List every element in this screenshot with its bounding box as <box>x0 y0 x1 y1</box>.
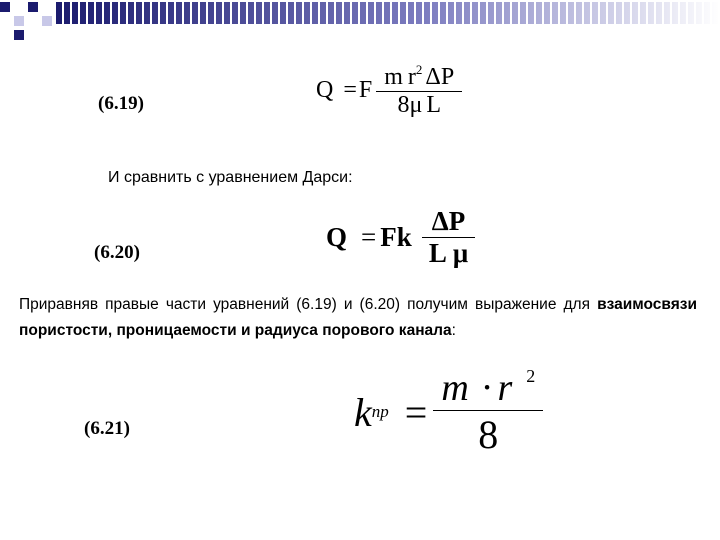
fraction-numerator <box>376 62 462 91</box>
exponent-2: 2 <box>415 62 423 77</box>
fraction-denominator <box>397 92 441 119</box>
symbol-m: m <box>441 367 469 409</box>
deco-square-dark <box>28 2 38 12</box>
formula-equals: = <box>361 222 377 252</box>
formula-coef-fk: Fk <box>380 222 412 252</box>
paragraph-tail: : <box>451 322 456 339</box>
deco-stripe-overlay <box>56 2 720 24</box>
fraction-numerator <box>433 366 543 410</box>
formula-6-21 <box>354 366 543 458</box>
fraction-numerator: ΔP <box>431 206 466 236</box>
symbol-mu: μ <box>409 92 423 118</box>
fraction-6-20 <box>422 206 475 269</box>
deco-square-light <box>14 16 24 26</box>
symbol-l: L <box>426 92 441 118</box>
formula-lhs-q: Q <box>326 222 348 252</box>
deco-square-light <box>42 16 52 26</box>
equation-number-6-21: (6.21) <box>84 418 130 439</box>
paragraph-lead: Приравняв правые части уравнений (6.19) и (6.20) получим выражение для <box>19 296 590 313</box>
symbol-l: L <box>428 238 447 268</box>
relation-paragraph <box>19 292 697 344</box>
equation-number-6-19: (6.19) <box>98 93 144 114</box>
fraction-denominator: 8 <box>478 412 499 457</box>
digit-8: 8 <box>397 92 410 118</box>
symbol-m: m <box>384 64 403 90</box>
deco-square-dark <box>14 30 24 40</box>
symbol-k: k <box>354 389 372 435</box>
formula-coef-f: F <box>358 77 373 103</box>
symbol-r: r <box>407 64 416 90</box>
symbol-mu: μ <box>452 238 469 268</box>
formula-equals: = <box>404 389 428 435</box>
fraction-6-19 <box>376 62 462 119</box>
fraction-6-21 <box>433 366 543 458</box>
header-decoration <box>0 0 720 40</box>
equation-number-6-20: (6.20) <box>94 242 140 263</box>
symbol-dot: · <box>480 367 494 409</box>
formula-equals: = <box>343 77 357 103</box>
paragraph-bold: взаимосвязи пористости, проницаемости и радиуса порового канала <box>19 296 697 339</box>
symbol-delta: Δ <box>425 64 441 90</box>
formula-6-20 <box>326 206 475 269</box>
deco-square-dark <box>0 2 10 12</box>
exponent-2: 2 <box>526 366 536 386</box>
subscript-pr: пр <box>371 402 389 421</box>
fraction-denominator <box>429 238 468 269</box>
symbol-p: P <box>440 64 455 90</box>
formula-lhs-q: Q <box>316 77 340 103</box>
compare-darcy-text: И сравнить с уравнением Дарси: <box>108 169 353 186</box>
symbol-r: r <box>497 367 513 409</box>
formula-6-19 <box>316 62 462 119</box>
